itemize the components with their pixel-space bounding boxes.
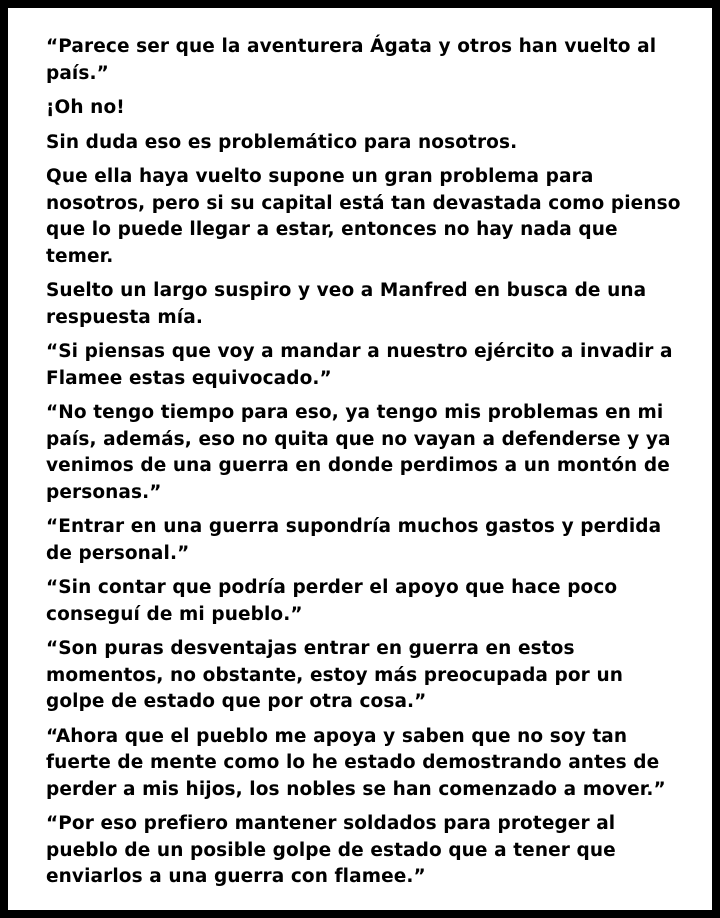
- paragraph: “Si piensas que voy a mandar a nuestro ejército a invadir a Flamee estas equivocado.”: [46, 341, 673, 389]
- paragraph: “Ahora que el pueblo me apoya y saben que no soy tan fuerte de mente como lo he estado demostrando antes de perder a mis hijos, los nobles se han comenzado a mover.”: [46, 725, 666, 800]
- paragraph: “No tengo tiempo para eso, ya tengo mis problemas en mi país, además, eso no quita que no vayan a defenderse y ya venimos de una guerra en donde perdimos a un montón de personas.”: [46, 402, 671, 503]
- paragraph: “Entrar en una guerra supondría muchos gastos y perdida de personal.”: [46, 516, 662, 564]
- document-page: [8, 8, 712, 910]
- paragraph: “Son puras desventajas entrar en guerra en estos momentos, no obstante, estoy más preocupada por un golpe de estado que por otra cosa.”: [46, 638, 623, 712]
- paragraph: Sin duda eso es problemático para nosotros.: [46, 131, 518, 153]
- paragraph: “Por eso prefiero mantener soldados para proteger al pueblo de un posible golpe de estado que a tener que enviarlos a una guerra con flamee.”: [46, 813, 616, 887]
- paragraph: Suelto un largo suspiro y veo a Manfred en busca de una respuesta mía.: [46, 280, 647, 328]
- paragraph: “Parece ser que la aventurera Ágata y otros han vuelto al país.”: [46, 36, 657, 84]
- paragraph: ¡Oh no!: [46, 97, 125, 118]
- paragraph: Que ella haya vuelto supone un gran problema para nosotros, pero si su capital está tan devastada como pienso que lo puede llegar a estar, entonces no hay nada que temer.: [46, 166, 681, 267]
- paragraph: “Sin contar que podría perder el apoyo que hace poco conseguí de mi pueblo.”: [46, 577, 618, 625]
